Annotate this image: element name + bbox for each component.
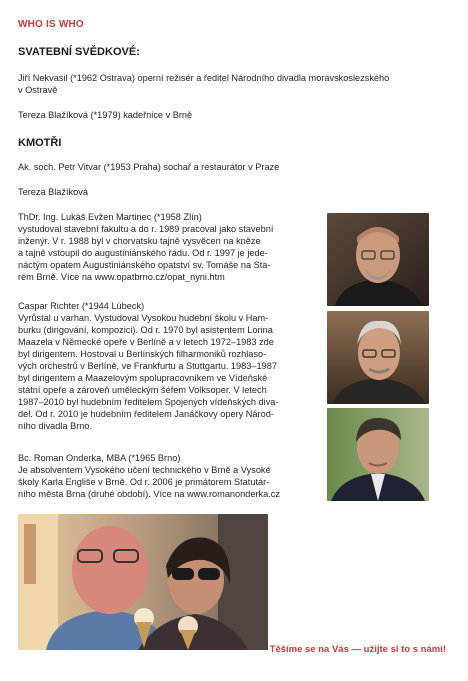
bio-text: vystudoval stavební fakultu a do r. 1989 pracoval jako stavební inženýr. V r. 1988 byl v chorvatsku tajně vysvěcen na kněze a tajně vstoupil do augustiniánského řádu. Od r. 1997 je jede- náctým opatem Augustiniánského opatství sv. Tomáše na Sta- rém Brně. Více na www.opatbrno.cz/opat_nyni.htm bbox=[18, 224, 274, 282]
bio-name: Bc. Roman Onderka, MBA (*1965 Brno) bbox=[18, 453, 181, 463]
bio-onderka bbox=[18, 452, 318, 500]
witness-entry-2: Tereza Blažíková (*1979) kadeřnice v Brně bbox=[18, 110, 193, 120]
bio-text: Je absolventem Vysokého učení technického v Brně a Vysoké školy Karla Engliše v Brně. Od r. 2006 je primátorem Statutár- ního města Brna (druhé období). Více na www.romanonderka.cz bbox=[18, 465, 280, 499]
closing-message: Těšíme se na Vás — užijte si to s námi! bbox=[269, 644, 446, 655]
couple-ice-cream-photo bbox=[18, 514, 268, 650]
section-title: WHO IS WHO bbox=[18, 19, 84, 30]
godparents-heading: KMOTŘI bbox=[18, 137, 62, 149]
witness-entry-1: Jiří Nekvasil (*1962 Ostrava) operní režisér a ředitel Národního divadla moravskoslezského v Ostravě bbox=[18, 73, 390, 95]
portrait-onderka-photo bbox=[327, 408, 429, 501]
portrait-martinec-photo bbox=[327, 213, 429, 306]
bio-martinec bbox=[18, 211, 318, 283]
bio-text: Vyrůstal u varhan. Vystudoval Vysokou hudební školu v Ham- burku (dirigování, kompozici). Od r. 1970 byl asistentem Lorina Maazela v Německé opeře v Berlíně a v letech 1972–1983 zde byl dirigentem. Hostoval u Berlínských filharmoniků rozhlaso- vých orchestrů v Berlíně, ve Frankfurtu a Stuttgartu. 1983–1987 byl dirigentem a Maazelovým spolupracovníkem ve Vídeňské státní opeře a zároveň uměleckým šéfem Volksoper. V letech 1987–2010 byl hudebním ředitelem Spojených vídeňských diva- del. Od r. 2010 je hudebním ředitelem Janáčkovy opery Národ- ního divadla Brno. bbox=[18, 313, 279, 431]
godparent-entry-2: Tereza Blažíková bbox=[18, 187, 88, 197]
godparent-entry-1: Ak. soch. Petr Vitvar (*1953 Praha) sochař a restaurátor v Praze bbox=[18, 162, 280, 172]
bio-richter bbox=[18, 300, 318, 432]
witnesses-heading: SVATEBNÍ SVĚDKOVÉ: bbox=[18, 46, 140, 58]
bio-name: ThDr. Ing. Lukáš Evžen Martinec (*1958 Zlín) bbox=[18, 212, 202, 222]
bio-name: Caspar Richter (*1944 Lübeck) bbox=[18, 301, 145, 311]
portrait-richter-photo bbox=[327, 311, 429, 404]
